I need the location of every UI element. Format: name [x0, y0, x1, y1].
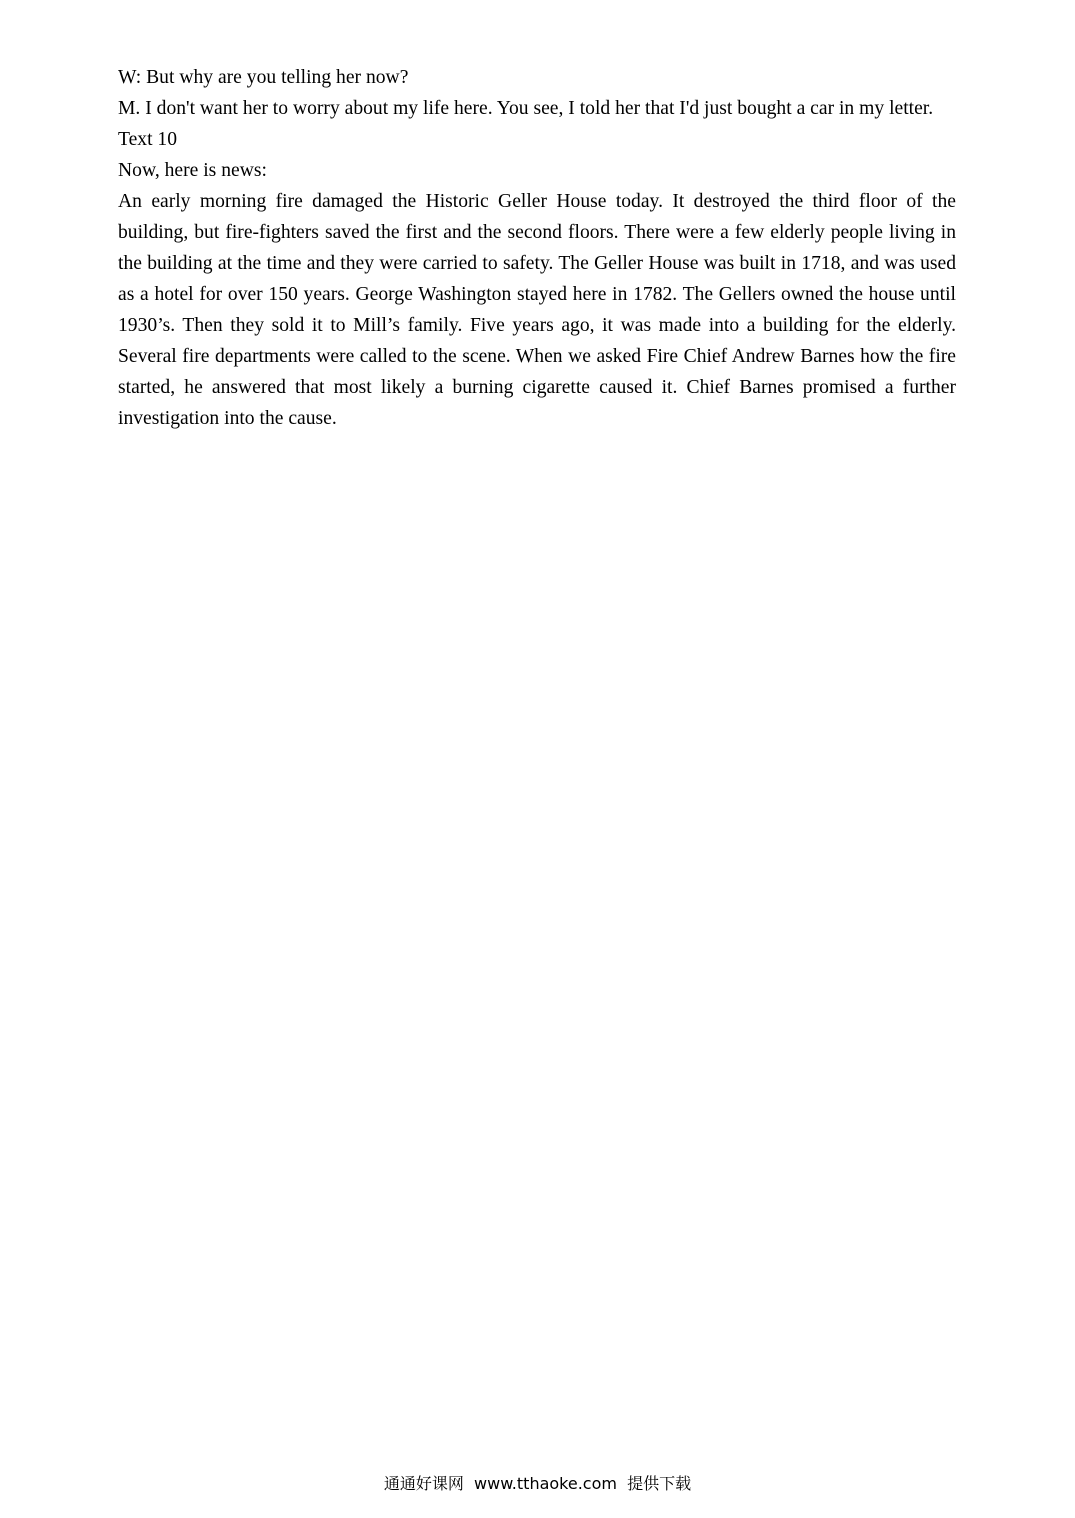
document-body	[118, 62, 956, 434]
dialogue-line-woman: W: But why are you telling her now?	[118, 67, 409, 88]
dialogue-line-man: M. I don't want her to worry about my life here. You see, I told her that I'd just bought a car in my letter.	[118, 98, 934, 119]
section-heading: Text 10	[118, 129, 178, 150]
news-intro: Now, here is news:	[118, 160, 267, 181]
news-paragraph: An early morning fire damaged the Historic Geller House today. It destroyed the third floor of the building, but fire-fighters saved the first and the second floors. There were a few elderly people living in the building at the time and they were carried to safety. The Geller House was built in 1718, and was used as a hotel for over 150 years. George Washington stayed here in 1782. The Gellers owned the house until 1930’s. Then they sold it to Mill’s family. Five years ago, it was made into a building for the elderly. Several fire departments were called to the scene. When we asked Fire Chief Andrew Barnes how the fire started, he answered that most likely a burning cigarette caused it. Chief Barnes promised a further investigation into the cause.	[118, 191, 956, 429]
page-footer: 通通好课网 www.tthaoke.com 提供下载	[383, 1474, 692, 1493]
